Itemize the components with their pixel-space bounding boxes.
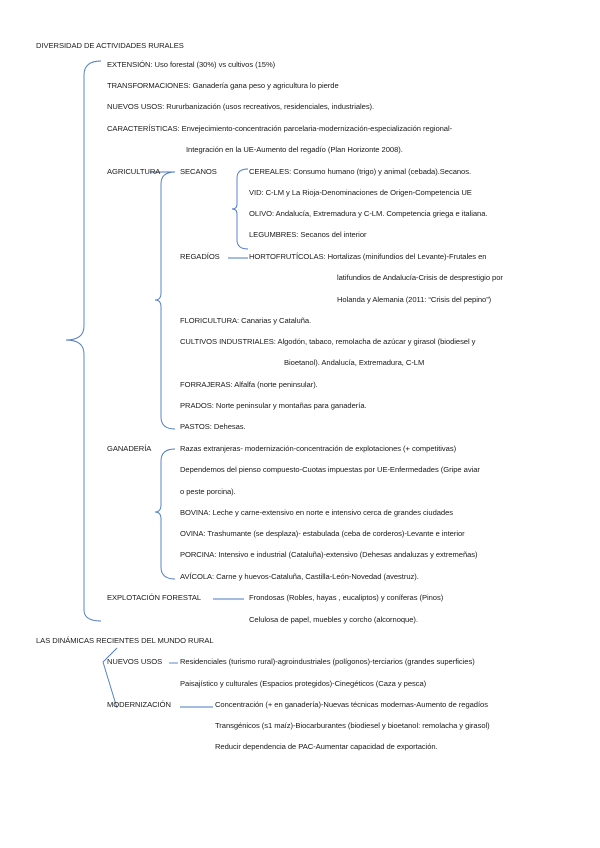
reducir-line: Reducir dependencia de PAC-Aumentar capacidad de exportación. bbox=[215, 742, 438, 751]
porcina-line: PORCINA: Intensivo e industrial (Cataluña)-extensivo (Dehesas andaluzas y extremeñas) bbox=[180, 550, 478, 559]
ganaderia-line-3: o peste porcina). bbox=[180, 487, 236, 496]
pastos-line: PASTOS: Dehesas. bbox=[180, 422, 246, 431]
olivo-line: OLIVO: Andalucía, Extremadura y C-LM. Competencia griega e italiana. bbox=[249, 209, 488, 218]
cultivos-industriales-line-2: Bioetanol). Andalucía, Extremadura, C-LM bbox=[284, 358, 425, 367]
caracteristicas-line-1: CARACTERÍSTICAS: Envejecimiento-concentración parcelaria-modernización-especialización regional- bbox=[107, 124, 453, 133]
modernizacion-label: MODERNIZACIÓN bbox=[107, 700, 171, 709]
secanos-label: SECANOS bbox=[180, 167, 217, 176]
ganaderia-label: GANADERÍA bbox=[107, 444, 152, 453]
paisajistico-line: Paisajístico y culturales (Espacios protegidos)-Cinegéticos (Caza y pesca) bbox=[180, 679, 427, 688]
title: DIVERSIDAD DE ACTIVIDADES RURALES bbox=[36, 41, 184, 50]
frondosas-line: Frondosas (Robles, hayas , eucaliptos) y coníferas (Pinos) bbox=[249, 593, 444, 602]
forrajeras-line: FORRAJERAS: Alfalfa (norte peninsular). bbox=[180, 380, 318, 389]
concentracion-line: Concentración (+ en ganadería)-Nuevas técnicas modernas-Aumento de regadíos bbox=[215, 700, 488, 709]
transgenicos-line: Transgénicos (s1 maíz)-Biocarburantes (biodiesel y bioetanol: remolacha y girasol) bbox=[215, 721, 490, 730]
hortofruticolas-line-1: HORTOFRUTÍCOLAS: Hortalizas (minifundios del Levante)-Frutales en bbox=[249, 252, 487, 261]
transformaciones-line: TRANSFORMACIONES: Ganadería gana peso y agricultura lo pierde bbox=[107, 81, 339, 90]
avicola-line: AVÍCOLA: Carne y huevos-Cataluña, Castilla-León-Novedad (avestruz). bbox=[180, 572, 419, 581]
ganaderia-line-2: Dependemos del pienso compuesto-Cuotas impuestas por UE-Enfermedades (Gripe aviar bbox=[180, 465, 480, 474]
legumbres-line: LEGUMBRES: Secanos del interior bbox=[249, 230, 367, 239]
cereales-line: CEREALES: Consumo humano (trigo) y animal (cebada).Secanos. bbox=[249, 167, 472, 176]
caracteristicas-line-2: Integración en la UE-Aumento del regadío (Plan Horizonte 2008). bbox=[186, 145, 403, 154]
nuevos-usos-line: NUEVOS USOS: Rururbanización (usos recreativos, residenciales, industriales). bbox=[107, 102, 375, 111]
floricultura-line: FLORICULTURA: Canarias y Cataluña. bbox=[180, 316, 312, 325]
ganaderia-bracket bbox=[155, 449, 175, 579]
nuevos-usos-label: NUEVOS USOS bbox=[107, 657, 163, 666]
hortofruticolas-line-2: latifundios de Andalucía-Crisis de desprestigio por bbox=[337, 273, 503, 282]
explotacion-forestal-label: EXPLOTACIÓN FORESTAL bbox=[107, 593, 202, 602]
ovina-line: OVINA: Trashumante (se desplaza)- estabulada (ceba de corderos)-Levante e interior bbox=[180, 529, 465, 538]
dinamicas-title: LAS DINÁMICAS RECIENTES DEL MUNDO RURAL bbox=[36, 636, 214, 645]
residenciales-line: Residenciales (turismo rural)-agroindustriales (polígonos)-terciarios (grandes superficies) bbox=[180, 657, 475, 666]
agricultura-bracket bbox=[155, 172, 175, 429]
agricultura-label: AGRICULTURA bbox=[107, 167, 161, 176]
bovina-line: BOVINA: Leche y carne-extensivo en norte e intensivo cerca de grandes ciudades bbox=[180, 508, 454, 517]
celulosa-line: Celulosa de papel, muebles y corcho (alcornoque). bbox=[249, 615, 418, 624]
hortofruticolas-line-3: Holanda y Alemania (2011: “Crisis del pepino”) bbox=[337, 295, 492, 304]
prados-line: PRADOS: Norte peninsular y montañas para ganadería. bbox=[180, 401, 367, 410]
vid-line: VID: C-LM y La Rioja-Denominaciones de Origen-Competencia UE bbox=[249, 188, 472, 197]
ganaderia-line-1: Razas extranjeras- modernización-concentración de explotaciones (+ competitivas) bbox=[180, 444, 457, 453]
cultivos-industriales-line-1: CULTIVOS INDUSTRIALES: Algodón, tabaco, remolacha de azúcar y girasol (biodiesel y bbox=[180, 337, 476, 346]
extension-line: EXTENSIÓN: Uso forestal (30%) vs cultivos (15%) bbox=[107, 60, 276, 69]
secanos-bracket bbox=[232, 169, 248, 249]
regadios-label: REGADÍOS bbox=[180, 252, 220, 261]
main-bracket bbox=[66, 61, 101, 621]
